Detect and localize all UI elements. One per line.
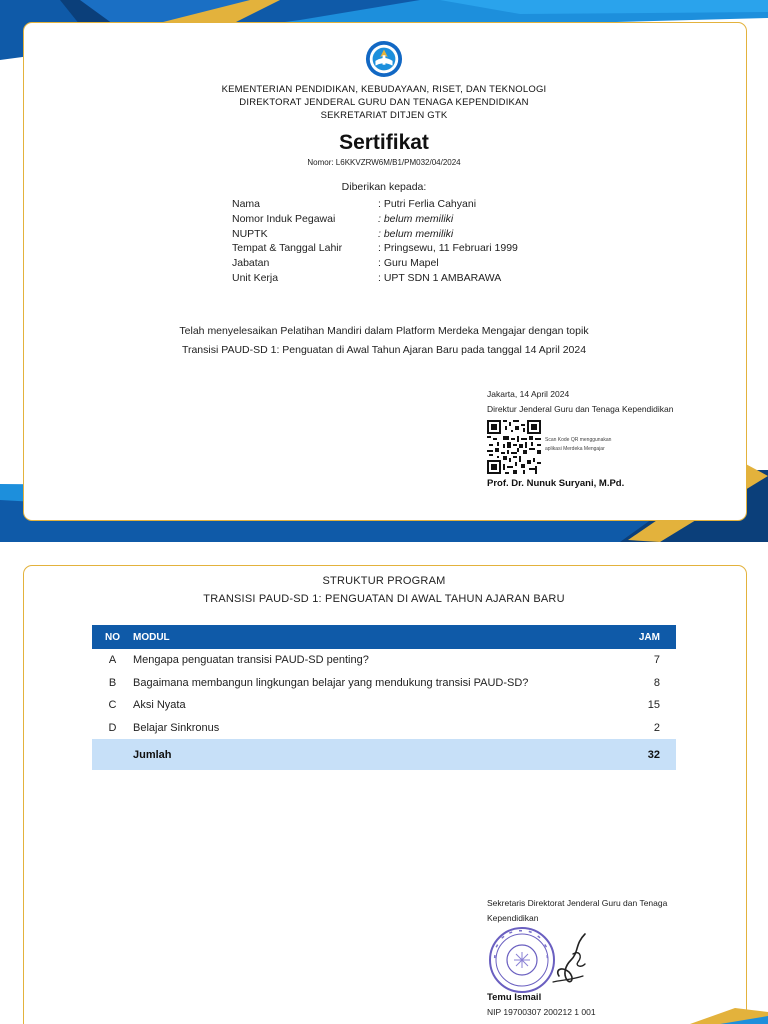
- row-no: D: [108, 721, 117, 734]
- info-label: NUPTK: [232, 227, 268, 240]
- column-header-no: NO: [105, 631, 120, 643]
- total-value: 32: [647, 748, 660, 761]
- info-row-nip: [232, 213, 612, 228]
- organization-name: KEMENTERIAN PENDIDIKAN, KEBUDAYAAN, RISET, DAN TEKNOLOGI: [221, 84, 547, 95]
- tut-wuri-handayani-logo-icon: [365, 40, 403, 78]
- secretary-name: Temu Ismail: [487, 992, 542, 1003]
- row-jam: 2: [653, 721, 660, 734]
- signature-date: Jakarta, 14 April 2024: [487, 389, 570, 399]
- structure-title: STRUKTUR PROGRAM: [322, 575, 446, 587]
- info-label: Unit Kerja: [232, 271, 279, 284]
- info-row-name: [232, 198, 612, 213]
- structure-subtitle: TRANSISI PAUD-SD 1: PENGUATAN DI AWAL TAHUN AJARAN BARU: [203, 593, 565, 605]
- info-row-unit: [232, 272, 612, 287]
- info-value: : belum memiliki: [378, 212, 454, 225]
- secretary-role: Kependidikan: [487, 913, 539, 923]
- recipient-info: [232, 198, 612, 287]
- qr-code-icon: [487, 420, 541, 474]
- info-label: Tempat & Tanggal Lahir: [232, 242, 343, 255]
- completion-topic: Transisi PAUD-SD 1: Penguatan di Awal Tahun Ajaran Baru pada tanggal 14 April 2024: [181, 344, 587, 356]
- handwritten-signature-icon: [545, 930, 595, 988]
- secretary-nip: NIP 19700307 200212 1 001: [487, 1007, 596, 1017]
- row-modul: Bagaimana membangun lingkungan belajar yang mendukung transisi PAUD-SD?: [133, 676, 529, 689]
- table-row: [92, 649, 676, 672]
- row-no: A: [108, 654, 117, 667]
- given-to-label: Diberikan kepada:: [341, 181, 427, 193]
- row-modul: Mengapa penguatan transisi PAUD-SD penting?: [133, 654, 369, 667]
- row-no: C: [108, 699, 117, 712]
- table-row: [92, 717, 676, 740]
- info-row-position: [232, 257, 612, 272]
- info-label: Jabatan: [232, 257, 270, 270]
- row-no: B: [108, 676, 117, 689]
- info-value: : Pringsewu, 11 Februari 1999: [378, 242, 518, 255]
- table-total-row: [92, 739, 676, 770]
- module-table: [92, 625, 676, 770]
- signer-role: Direktur Jenderal Guru dan Tenaga Kependidikan: [487, 404, 674, 414]
- column-header-modul: MODUL: [133, 631, 170, 643]
- info-value: : Guru Mapel: [378, 257, 439, 270]
- program-structure-page: [0, 542, 768, 1024]
- secretary-role: Sekretaris Direktorat Jenderal Guru dan Tenaga: [487, 898, 668, 908]
- qr-instruction: aplikasi Merdeka Mengajar: [545, 446, 605, 452]
- certificate-number: Nomor: L6KKVZRW6M/B1/PM032/04/2024: [307, 158, 461, 167]
- info-row-nuptk: [232, 228, 612, 243]
- signer-name: Prof. Dr. Nunuk Suryani, M.Pd.: [487, 478, 625, 489]
- info-label: Nomor Induk Pegawai: [232, 212, 336, 225]
- column-header-jam: JAM: [638, 631, 660, 643]
- row-modul: Belajar Sinkronus: [133, 721, 220, 734]
- secretariat-name: SEKRETARIAT DITJEN GTK: [320, 110, 448, 121]
- info-label: Nama: [232, 198, 261, 210]
- row-jam: 8: [653, 676, 660, 689]
- row-jam: 7: [653, 654, 660, 667]
- row-modul: Aksi Nyata: [133, 699, 186, 712]
- table-row: [92, 672, 676, 695]
- certificate-title: Sertifikat: [339, 131, 429, 154]
- info-row-birth: [232, 242, 612, 257]
- info-value: : Putri Ferlia Cahyani: [378, 198, 477, 210]
- decorative-corner: [0, 542, 768, 1024]
- directorate-name: DIREKTORAT JENDERAL GURU DAN TENAGA KEPENDIDIKAN: [239, 97, 529, 108]
- info-value: : belum memiliki: [378, 227, 454, 240]
- row-jam: 15: [647, 699, 660, 712]
- info-value: : UPT SDN 1 AMBARAWA: [378, 271, 502, 284]
- table-row: [92, 694, 676, 717]
- table-header: [92, 625, 676, 649]
- qr-instruction: Scan Kode QR menggunakan: [545, 437, 612, 443]
- total-label: Jumlah: [133, 748, 172, 761]
- completion-statement: Telah menyelesaikan Pelatihan Mandiri dalam Platform Merdeka Mengajar dengan topik: [179, 325, 589, 337]
